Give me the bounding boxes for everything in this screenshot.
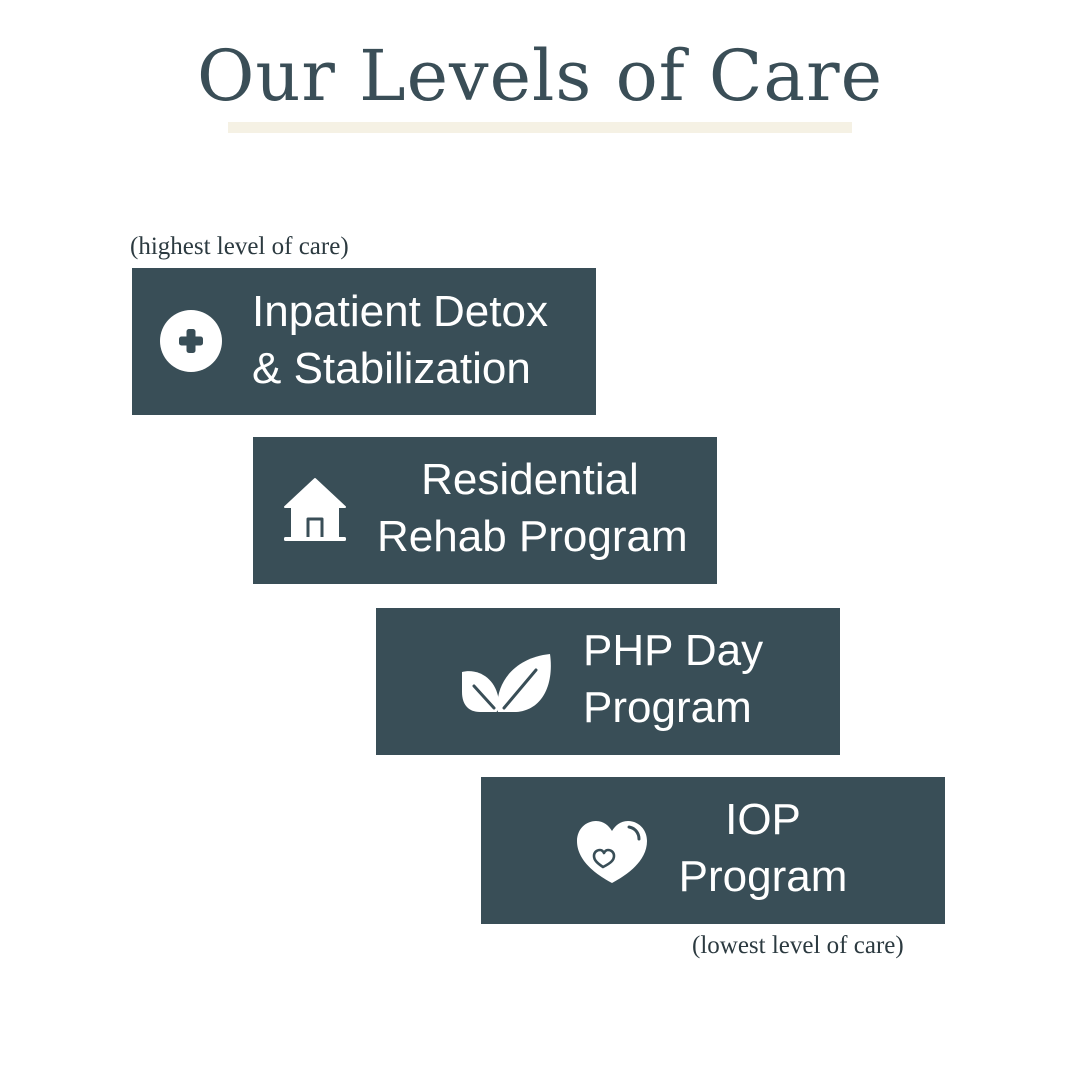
house-icon xyxy=(283,477,347,543)
level-php-day xyxy=(376,608,840,755)
title-underline xyxy=(228,122,852,133)
level-label-line: IOP xyxy=(725,795,801,844)
level-label-line: Residential xyxy=(421,455,639,504)
level-label xyxy=(252,283,548,397)
level-label xyxy=(671,791,855,905)
page-title: Our Levels of Care xyxy=(196,35,884,117)
level-iop xyxy=(481,777,945,924)
level-label-line: Rehab Program xyxy=(377,512,688,561)
level-label-line: PHP Day xyxy=(583,626,764,675)
level-label-line: Inpatient Detox xyxy=(252,287,548,336)
highest-level-note: (highest level of care) xyxy=(130,233,349,260)
heart-icon xyxy=(575,819,649,885)
level-label-line: Program xyxy=(583,683,752,732)
lowest-level-note: (lowest level of care) xyxy=(692,932,904,959)
leaf-icon xyxy=(460,652,554,714)
level-label xyxy=(583,622,763,736)
medical-plus-icon xyxy=(160,310,222,372)
level-label-line: & Stabilization xyxy=(252,344,531,393)
level-label-line: Program xyxy=(678,852,848,901)
level-inpatient-detox xyxy=(132,268,596,415)
level-residential-rehab xyxy=(253,437,717,584)
level-label xyxy=(377,451,688,565)
